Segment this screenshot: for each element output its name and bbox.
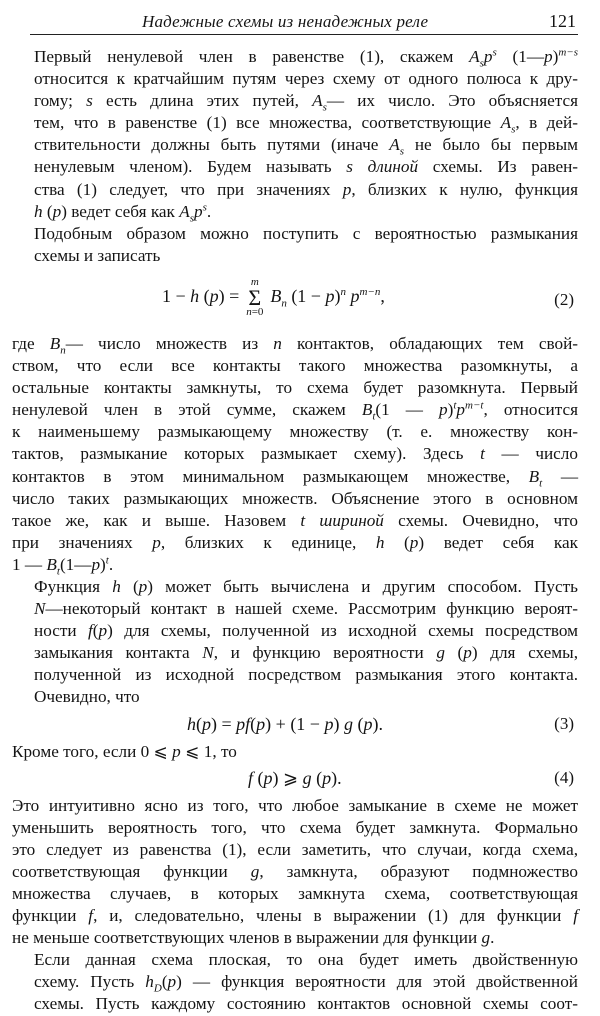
text-line: Если данная схема плоская, то она будет иметь двойственную [34, 950, 578, 970]
text-line: ством, что если все контакты такого множества разомкнуты, а [12, 356, 578, 376]
text-line: такое же, как и выше. Назовем t шириной схемы. Очевидно, что [12, 510, 578, 530]
text-line: не меньше соответствующих членов в выражении для функции g. [12, 928, 495, 948]
formula-3-expression: h(p) = pf(p) + (1 − p) g (p). [187, 713, 383, 734]
formula-4 [12, 763, 578, 795]
formula-2-expression: 1 − h (p) = Σ m n=0 $B_n$ $(1 - p)^n$ $p^{m-n}$, [162, 275, 385, 318]
formula-4-expression: f (p) ⩾ g (p). [248, 767, 342, 788]
text-line: Очевидно, что [34, 687, 140, 707]
paragraph-4 [12, 576, 578, 709]
text-line: это следует из равенства (1), если заметить, что случаи, когда схема, [12, 839, 578, 859]
paragraph-7 [12, 949, 578, 1015]
text-line: N—некоторый контакт в нашей схеме. Рассмотрим функцию вероят- [34, 599, 578, 619]
text-line: полученной из исходной посредством размыкания этого контакта. [34, 665, 578, 685]
text-line: Первый ненулевой член в равенстве (1), скажем $A_sp^s$ (1—p)$^{m-s}$ [34, 46, 578, 70]
formula-3-number: (3) [554, 713, 574, 733]
formula-2 [12, 267, 578, 333]
text-line: схемы и записать [34, 245, 161, 265]
text-line: ненулевым членом). Будем называть s длиной схемы. Из равен- [34, 157, 579, 177]
running-title: Надежные схемы из ненадежных реле [142, 12, 429, 31]
text-line: ствительности должны быть путями (иначе $A_s$ не было бы первым [34, 135, 578, 158]
text-line: Кроме того, если 0 ⩽ p ⩽ 1, то [12, 741, 237, 761]
text-line: ности f(p) для схемы, полученной из исходной схемы посредством [34, 621, 578, 641]
text-line: множества случаев, в которых замкнута схема, соответствующая [12, 884, 578, 903]
text-line: остальные контакты замкнуты, то схема будет разомкнута. Первый [12, 378, 578, 398]
paragraph-1 [12, 46, 578, 223]
paragraph-2 [12, 223, 578, 267]
text-line: схемы. Пусть каждому состоянию контактов основной схемы соот- [34, 994, 578, 1014]
paragraph-5 [12, 741, 578, 763]
text-line: относится к кратчайшим путям через схему от одного полюса к дру- [34, 69, 578, 89]
text-line: Это интуитивно ясно из того, что любое замыкание в схеме не может [12, 795, 578, 815]
text-line: h (p) ведет себя как $A_sp^s$. [34, 200, 212, 225]
text-line: Функция h (p) может быть вычислена и другим способом. Пусть [34, 576, 578, 596]
text-line: где $B_n—$ число множеств из n контактов, обладающих тем свой- [12, 333, 578, 357]
paragraph-6 [12, 795, 578, 950]
text-line: контактов в этом минимальном размыкающем множестве, $B_t$ — [12, 466, 579, 489]
text-line: 1 — $B_t(1—p)^t$. [12, 554, 114, 578]
text-line: тем, что в равенстве (1) все множества, соответствующие $A_s$, в дей- [34, 113, 578, 136]
page-header [30, 10, 578, 35]
paragraph-3 [12, 333, 578, 576]
formula-2-number: (2) [554, 289, 574, 309]
page-body [12, 46, 578, 1016]
formula-3 [12, 709, 578, 741]
text-line: уменьшить вероятность того, что схема будет замкнута. Формально [12, 817, 578, 837]
text-line: гому; s есть длина этих путей, $A_s—$ их число. Это объясняется [34, 91, 578, 114]
text-line: к наименьшему размыкающему множеству (т. е. множеству кон- [12, 422, 578, 442]
text-line: тактов, размыкание которых размыкает схему). Здесь t — число [12, 444, 578, 464]
formula-4-number: (4) [554, 767, 574, 787]
text-line: Подобным образом можно поступить с вероятностью размыкания [34, 223, 578, 243]
text-line: функции f, и, следовательно, члены в выражении (1) для функции f [12, 906, 578, 926]
page-number: 121 [549, 11, 576, 31]
text-line: замыкания контакта N, и функцию вероятности g (p) для схемы, [34, 643, 578, 663]
text-line: соответствующая функции g, замкнута, образуют подмножество [12, 861, 579, 881]
text-line: число таких размыкающих множеств. Объяснение этого в основном [12, 488, 578, 508]
text-line: схему. Пусть $h_D(p)$ — функция вероятности для этой двойственной [34, 972, 578, 995]
sum-sign: Σ m n=0 [246, 275, 264, 318]
text-line: ненулевой член в этой сумме, скажем $B_t(1$ — $p)^tp^{m-t}$, относится [12, 399, 578, 423]
text-line: ства (1) следует, что при значениях p, близких к нулю, функция [34, 179, 578, 199]
text-line: при значениях p, близких к единице, h (p) ведет себя как [12, 532, 578, 552]
